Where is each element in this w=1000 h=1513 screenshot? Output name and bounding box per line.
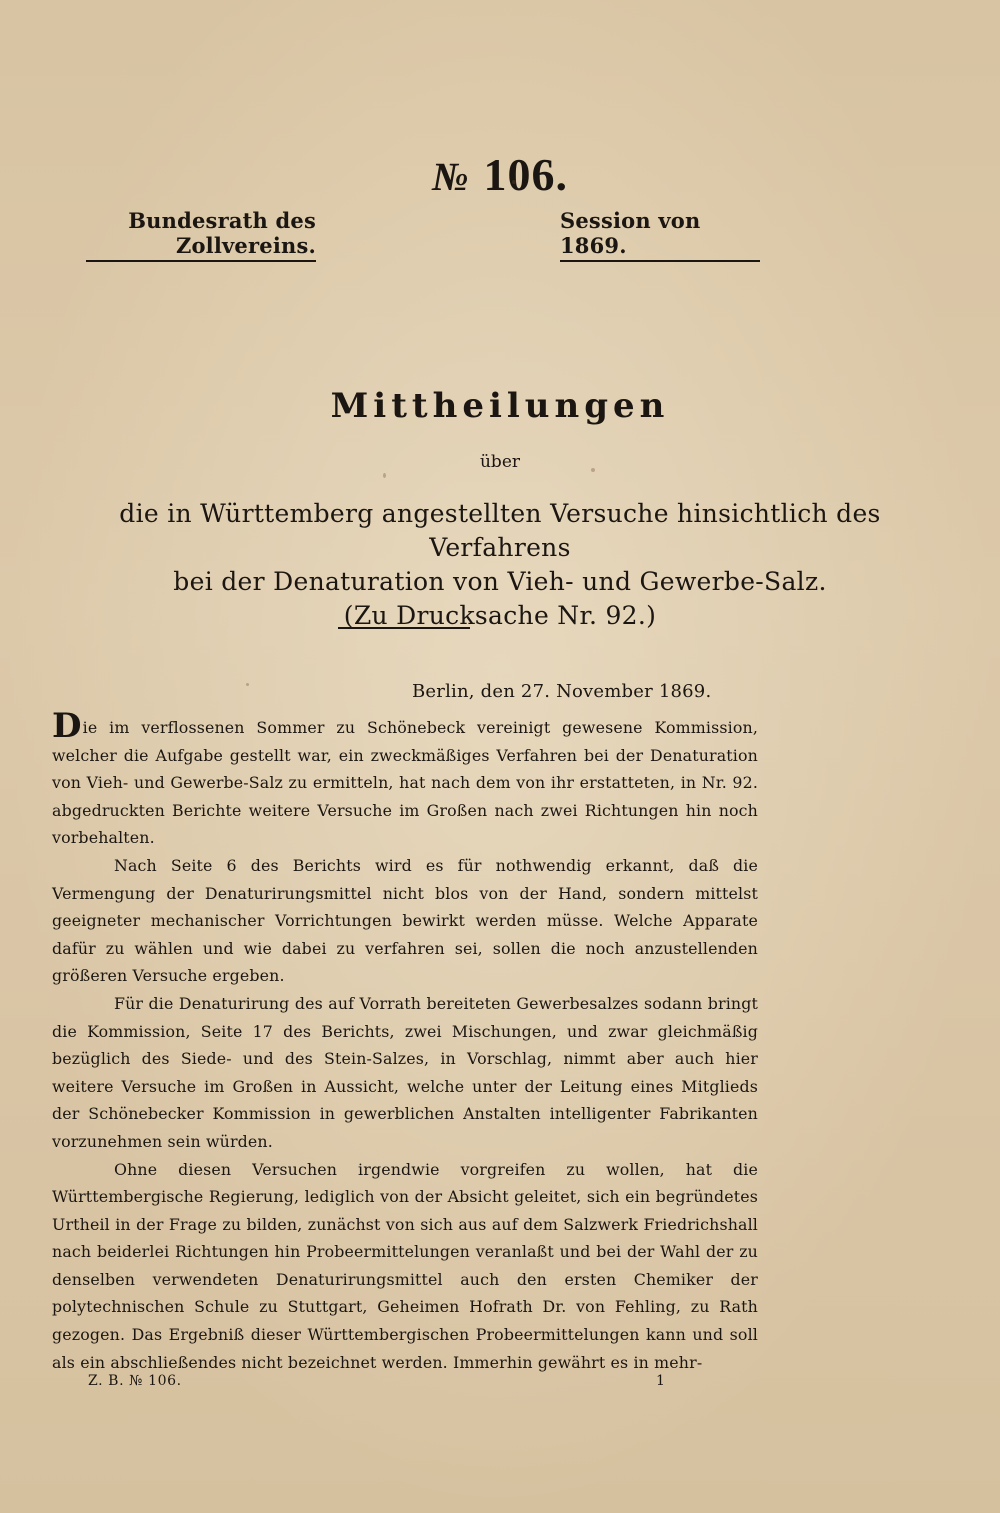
paper-speck — [591, 468, 595, 472]
document-number — [0, 148, 1000, 201]
title-connector: über — [479, 452, 521, 472]
paper-speck — [383, 473, 386, 478]
paragraph: Ohne diesen Versuchen irgendwie vorgreifen zu wollen, hat die Württembergische Regierung, lediglich von der Absicht geleitet, sich ein begründetes Urtheil in der Frage zu bilden, zunächst von sich aus auf dem Salzwerk Friedrichshall nach beiderlei Richtungen hin Probeermittelungen veranlaßt und bei der Wahl der zu denselben verwendeten Denaturirungsmittel auch den ersten Chemiker der polytechnischen Schule zu Stuttgart, Geheimen Hofrath Dr. von Fehling, zu Rath gezogen. Das Ergebniß dieser Württembergischen Probeermittelungen kann und soll als ein abschließendes nicht bezeichnet werden. Immerhin gewährt es in mehr- — [52, 1159, 758, 1372]
page-number: 1 — [656, 1373, 665, 1389]
paper-speck — [246, 683, 249, 686]
paragraph: Nach Seite 6 des Berichts wird es für nothwendig erkannt, daß die Vermengung der Denaturirungsmittel nicht blos von der Hand, sondern mittelst geeigneter mechanischer Vorrichtungen bewirkt werden müsse. Welche Apparate dafür zu wählen und wie dabei zu verfahren sei, sollen die noch anzustellenden größeren Versuche ergeben. — [52, 855, 758, 986]
dateline: Berlin, den 27. November 1869. — [412, 681, 712, 702]
subject-line: (Zu Drucksache Nr. 92.) — [343, 601, 657, 630]
footer-reference: Z. B. № 106. — [88, 1373, 182, 1389]
header-right: Session von 1869. — [560, 208, 760, 262]
body-text — [52, 706, 758, 1376]
number-symbol: № — [431, 154, 470, 199]
number-value: 106. — [483, 149, 569, 200]
document-title: Mittheilungen — [330, 386, 670, 426]
section-divider — [338, 627, 470, 629]
subject-line: bei der Denaturation von Vieh- und Gewerbe-Salz. — [173, 567, 827, 596]
paragraph: Für die Denaturirung des auf Vorrath bereiteten Gewerbesalzes sodann bringt die Kommission, Seite 17 des Berichts, zwei Mischungen, und zwar gleichmäßig bezüglich des Siede- und des Stein-Salzes, in Vorschlag, nimmt aber auch hier weitere Versuche im Großen in Aussicht, welche unter der Leitung eines Mitglieds der Schönebecker Kommission in gewerblichen Anstalten intelligenter Fabrikanten vorzunehmen sein würden. — [52, 993, 758, 1151]
paragraph-text: ie im verflossenen Sommer zu Schönebeck vereinigt gewesene Kommission, welcher die Aufgabe gestellt war, ein zweckmäßiges Verfahren bei der Denaturation von Vieh- und Gewerbe-Salz zu ermitteln, hat nach dem von ihr erstatteten, in Nr. 92. abgedruckten Berichte weitere Versuche im Großen nach zwei Richtungen hin noch vorbehalten. — [52, 718, 758, 848]
document-subject — [100, 497, 900, 633]
subject-line: die in Württemberg angestellten Versuche hinsichtlich des Verfahrens — [119, 499, 881, 562]
header-left: Bundesrath des Zollvereins. — [86, 208, 316, 262]
paragraph — [52, 706, 758, 852]
drop-cap: D — [52, 706, 82, 746]
paper-speck — [512, 180, 516, 184]
